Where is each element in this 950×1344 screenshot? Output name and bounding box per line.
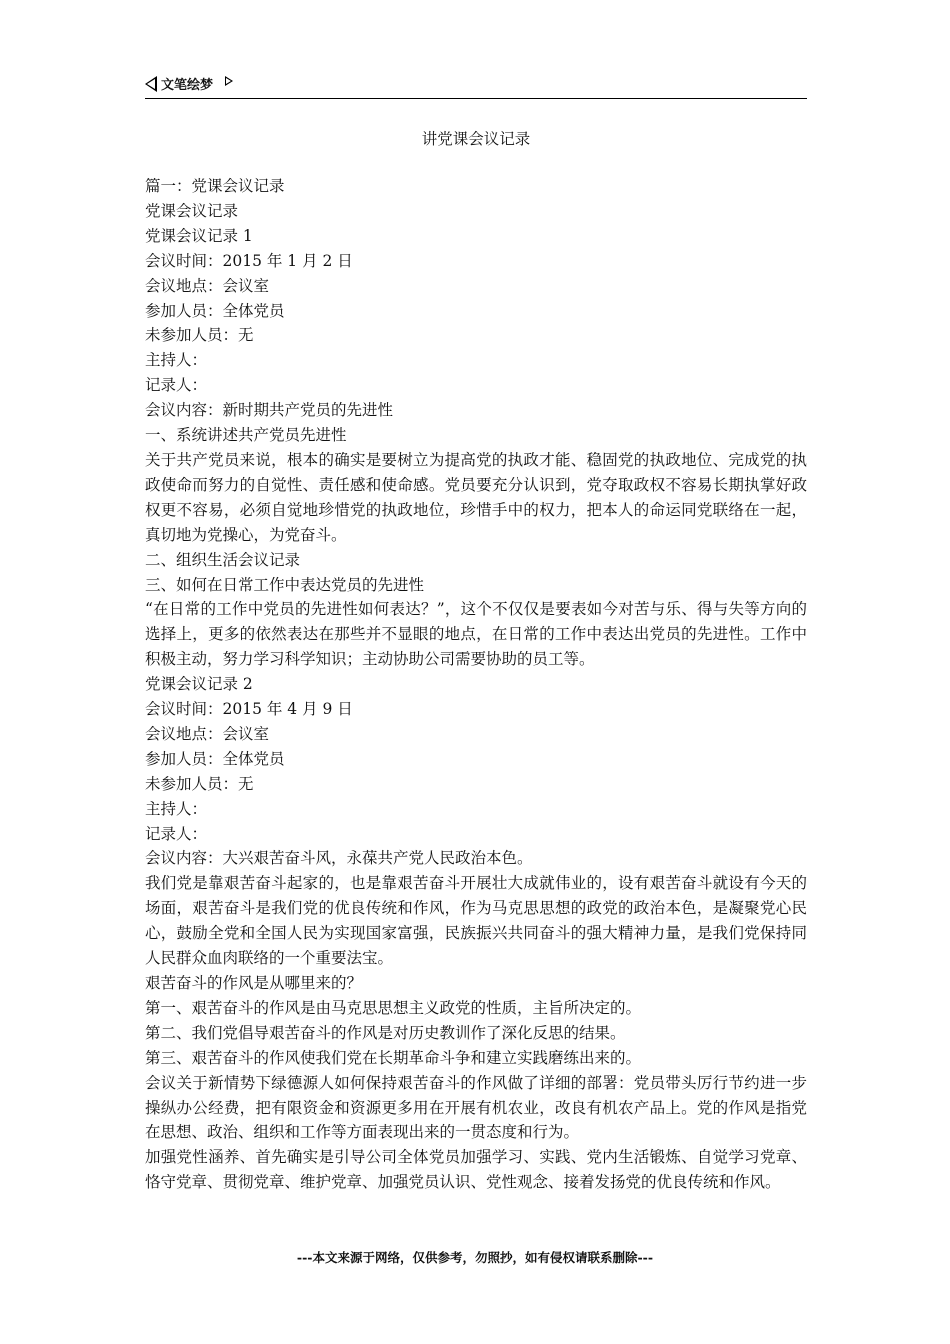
paragraph: 会议内容：新时期共产党员的先进性 bbox=[145, 401, 394, 420]
paragraph: 第三、艰苦奋斗的作风使我们党在长期革命斗争和建立实践磨练出来的。 bbox=[145, 1048, 642, 1067]
brand-logo bbox=[145, 74, 233, 93]
paragraph: 二、组织生活会议记录 bbox=[145, 550, 301, 569]
paragraph: 第二、我们党倡导艰苦奋斗的作风是对历史教训作了深化反思的结果。 bbox=[145, 1023, 626, 1042]
paragraph: 未参加人员：无 bbox=[145, 774, 254, 793]
paragraph: 第一、艰苦奋斗的作风是由马克思思想主义政党的性质，主旨所决定的。 bbox=[145, 998, 642, 1017]
brand-name: 文笔绘梦 bbox=[161, 78, 214, 93]
paragraph: 参加人员：全体党员 bbox=[145, 749, 285, 768]
document-title: 讲党课会议记录 bbox=[421, 130, 531, 148]
paragraph: 篇一：党课会议记录 bbox=[145, 177, 285, 195]
paragraph: 会议时间：2015 年 1 月 2 日 bbox=[145, 251, 353, 270]
triangle-left-icon bbox=[145, 76, 157, 92]
paragraph: 参加人员：全体党员 bbox=[145, 301, 285, 320]
paragraph: 我们党是靠艰苦奋斗起家的，也是靠艰苦奋斗开展壮大成就伟业的，设有艰苦奋斗就设有今天的场面，艰苦奋斗是我们党的优良传统和作风，作为马克思思想的政党的政治本色，是凝聚党心民心，鼓励全党和全国人民为实现国家富强，民族振兴共同奋斗的强大精神力量，是我们党保持同人民群众血肉联络的一个重要法宝。 bbox=[145, 874, 807, 968]
paragraph: 会议地点：会议室 bbox=[145, 724, 270, 743]
paragraph: 党课会议记录 2 bbox=[145, 675, 253, 694]
paragraph: 主持人： bbox=[145, 351, 208, 370]
paragraph: 未参加人员：无 bbox=[145, 326, 254, 345]
paragraph: 会议关于新情势下绿德源人如何保持艰苦奋斗的作风做了详细的部署：党员带头厉行节约进一步操纵办公经费，把有限资金和资源更多用在开展有机农业，改良有机农产品上。党的作风是指党在思想、政治、组织和工作等方面表现出来的一贯态度和行为。 bbox=[145, 1073, 807, 1142]
paragraph: 记录人： bbox=[145, 376, 208, 395]
paragraph: 记录人： bbox=[145, 824, 208, 843]
paragraph: 关于共产党员来说，根本的确实是要树立为提高党的执政才能、稳固党的执政地位、完成党的执政使命而努力的自觉性、责任感和使命感。党员要充分认识到，党夺取政权不容易长期执掌好政权更不容易，必须自觉地珍惜党的执政地位，珍惜手中的权力，把本人的命运同党联络在一起，真切地为党操心，为党奋斗。 bbox=[145, 450, 807, 544]
paragraph: 会议时间：2015 年 4 月 9 日 bbox=[145, 700, 353, 719]
paragraph: 三、如何在日常工作中表达党员的先进性 bbox=[145, 575, 425, 594]
document-body bbox=[145, 174, 807, 1195]
paragraph: 一、系统讲述共产党员先进性 bbox=[145, 426, 347, 445]
paragraph: 会议地点：会议室 bbox=[145, 276, 270, 295]
paragraph: 艰苦奋斗的作风是从哪里来的？ bbox=[145, 974, 363, 992]
paragraph: 主持人： bbox=[145, 799, 208, 818]
paragraph: 党课会议记录 1 bbox=[145, 226, 253, 245]
footer-disclaimer: ---本文来源于网络，仅供参考，勿照抄，如有侵权请联系删除--- bbox=[296, 1250, 654, 1265]
paragraph: 党课会议记录 bbox=[145, 201, 239, 220]
triangle-right-icon bbox=[225, 76, 233, 86]
paragraph: 加强党性涵养、首先确实是引导公司全体党员加强学习、实践、党内生活锻炼、自觉学习党章、恪守党章、贯彻党章、维护党章、加强党员认识、党性观念、接着发扬党的优良传统和作风。 bbox=[145, 1148, 807, 1192]
page-header bbox=[145, 74, 807, 99]
paragraph: “在日常的工作中党员的先进性如何表达？”，这个不仅仅是要表如今对苦与乐、得与失等方向的选择上，更多的依然表达在那些并不显眼的地点，在日常的工作中表达出党员的先进性。工作中积极主动，努力学习科学知识；主动协助公司需要协助的员工等。 bbox=[145, 600, 807, 669]
paragraph: 会议内容：大兴艰苦奋斗风，永葆共产党人民政治本色。 bbox=[145, 849, 533, 868]
